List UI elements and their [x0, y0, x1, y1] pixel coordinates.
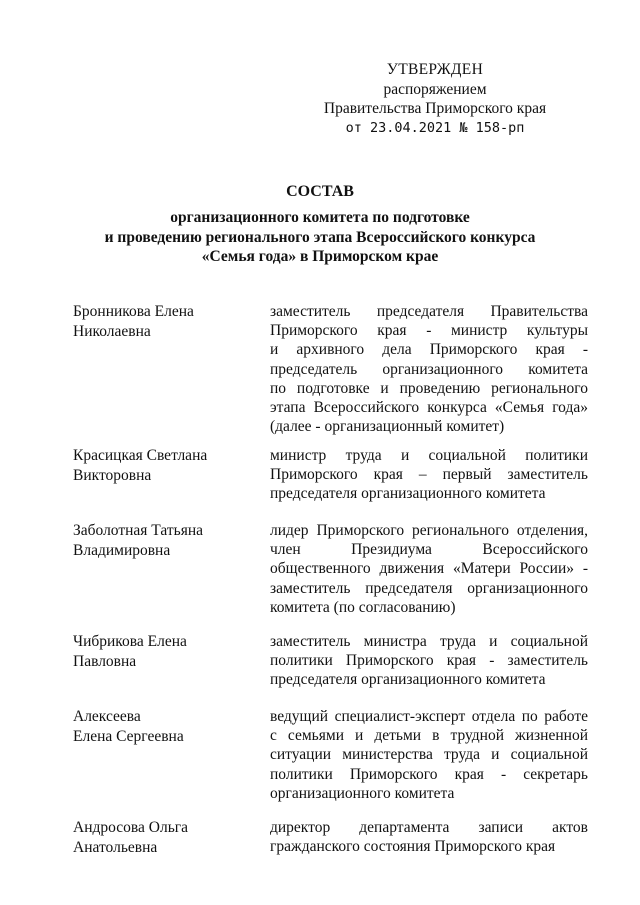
member-role-line: заместитель министра труда и социальной: [270, 633, 588, 650]
member-surname-name: Красицкая Светлана: [73, 447, 208, 464]
approval-title: УТВЕРЖДЕН: [386, 61, 484, 78]
member-patronymic: Анатольевна: [73, 839, 158, 856]
member-name: [73, 632, 243, 672]
member-role-line: (далее - организационный комитет): [270, 418, 505, 436]
member-name: [73, 707, 243, 747]
member-role-line: организационного комитета: [270, 784, 455, 802]
document-heading: [0, 182, 640, 267]
member-name: [73, 521, 243, 561]
approval-line-order: распоряжением: [383, 81, 487, 98]
member-role-line: гражданского состояния Приморского края: [270, 838, 556, 856]
member-role: [270, 707, 588, 803]
member-role-line: председателя организационного комитета: [270, 485, 546, 503]
member-role-line: лидер Приморского регионального отделения,: [270, 522, 588, 539]
member-role-line: комитета (по согласованию): [270, 598, 456, 616]
member-patronymic: Павловна: [73, 653, 137, 670]
member-role: [270, 521, 588, 617]
heading-title: СОСТАВ: [286, 183, 354, 200]
member-role: [270, 446, 588, 504]
member-role-line: заместитель председателя Правительства: [270, 303, 588, 320]
member-surname-name: Чибрикова Елена: [73, 633, 187, 650]
member-role-line: с семьями и детьми в трудной жизненной: [270, 727, 588, 745]
member-role-line: политики Приморского края - заместитель: [270, 652, 588, 670]
member-role-line: ведущий специалист-эксперт отдела по работе: [270, 708, 588, 725]
member-role-line: этапа Всероссийского конкурса «Семья года»: [270, 399, 588, 417]
member-role-line: ситуации министерства труда и социальной: [270, 746, 588, 764]
member-role: [270, 632, 588, 690]
member-patronymic: Елена Сергеевна: [73, 728, 184, 745]
heading-subtitle-line-3: «Семья года» в Приморском крае: [201, 248, 439, 265]
member-name: [73, 446, 243, 486]
member-role: [270, 818, 588, 856]
member-role-line: по подготовке и проведению регионального: [270, 379, 588, 397]
member-surname-name: Андросова Ольга: [73, 819, 188, 836]
member-patronymic: Викторовна: [73, 467, 152, 484]
member-role-line: заместитель председателя организационного: [270, 579, 588, 597]
approval-line-government: Правительства Приморского края: [323, 100, 547, 117]
member-patronymic: Николаевна: [73, 323, 151, 340]
member-patronymic: Владимировна: [73, 542, 171, 559]
member-role-line: Приморского края – первый заместитель: [270, 466, 588, 484]
member-role-line: политики Приморского края - секретарь: [270, 765, 588, 783]
member-surname-name: Алексеева: [73, 708, 141, 725]
member-role: [270, 302, 588, 436]
heading-subtitle-line-2: и проведению регионального этапа Всероссийского конкурса: [104, 228, 536, 246]
member-name: [73, 818, 243, 858]
member-role-line: министр труда и социальной политики: [270, 447, 588, 464]
member-role-line: член Президиума Всероссийского: [270, 541, 588, 559]
member-role-line: директор департамента записи актов: [270, 819, 588, 836]
heading-subtitle-line-1: организационного комитета по подготовке: [170, 209, 470, 226]
member-role-line: председателя организационного комитета: [270, 671, 546, 689]
member-role-line: общественного движения «Матери России» -: [270, 560, 588, 578]
member-name: [73, 302, 243, 342]
member-role-line: председатель организационного комитета: [270, 360, 588, 378]
member-role-line: и архивного дела Приморского края -: [270, 341, 588, 359]
member-surname-name: Бронникова Елена: [73, 303, 194, 320]
member-surname-name: Заболотная Татьяна: [73, 522, 204, 539]
approval-date-number: от 23.04.2021 № 158-рп: [345, 120, 525, 136]
member-role-line: Приморского края - министр культуры: [270, 322, 588, 340]
